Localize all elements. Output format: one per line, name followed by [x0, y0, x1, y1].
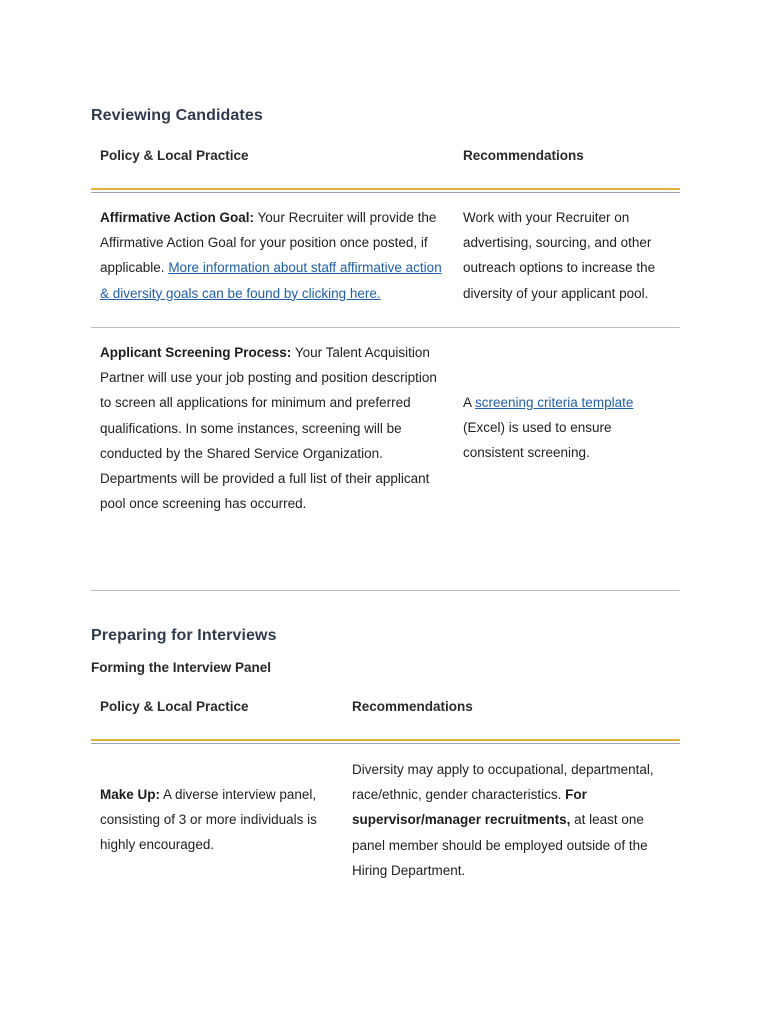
header-divider [91, 188, 680, 193]
recommendation-cell-make-up [352, 757, 674, 883]
policy-label: Applicant Screening Process: [100, 345, 292, 360]
rec-text: at least one panel member should be employed outside of the Hiring Department. [352, 812, 648, 878]
policy-cell-applicant-screening [100, 340, 445, 516]
row-divider [91, 327, 680, 328]
affirmative-action-info-link[interactable]: More information about staff affirmative action & diversity goals can be found by clicking here. [100, 260, 442, 301]
section-divider [91, 590, 680, 591]
rec-prefix: A [463, 395, 476, 410]
column-header-policy: Policy & Local Practice [100, 699, 249, 714]
rec-suffix: (Excel) is used to ensure consistent screening. [463, 420, 612, 461]
policy-text: A diverse interview panel, consisting of 3 or more individuals is highly encouraged. [100, 787, 317, 853]
policy-cell-make-up [100, 782, 338, 858]
recommendation-cell-applicant-screening [463, 390, 663, 466]
section-title-reviewing-candidates: Reviewing Candidates [91, 107, 263, 124]
policy-text: Your Recruiter will provide the Affirmative Action Goal for your position once posted, if applicable. [100, 210, 437, 276]
column-header-policy: Policy & Local Practice [100, 148, 249, 163]
policy-label: Make Up: [100, 787, 161, 802]
rec-bold: For supervisor/manager recruitments, [352, 787, 587, 828]
policy-text: Your Talent Acquisition Partner will use your job posting and position description to screen all applications for minimum and preferred qualifications. In some instances, screening will be conducted by the Shared Service Organization. Departments will be provided a full list of their applicant pool once screening has occurred. [100, 345, 437, 512]
policy-label: Affirmative Action Goal: [100, 210, 255, 225]
policy-cell-affirmative-action [100, 205, 450, 306]
screening-criteria-template-link[interactable]: screening criteria template [475, 395, 634, 410]
rec-text: Diversity may apply to occupational, departmental, race/ethnic, gender characteristics. [352, 762, 654, 803]
subsection-title-interview-panel: Forming the Interview Panel [91, 660, 272, 675]
header-divider [91, 739, 680, 744]
section-title-preparing-for-interviews: Preparing for Interviews [91, 627, 277, 644]
recommendation-cell-affirmative-action: Work with your Recruiter on advertising, sourcing, and other outreach options to increase the diversity of your applicant pool. [463, 210, 656, 301]
column-header-recommendations: Recommendations [463, 148, 584, 163]
column-header-recommendations: Recommendations [352, 699, 473, 714]
